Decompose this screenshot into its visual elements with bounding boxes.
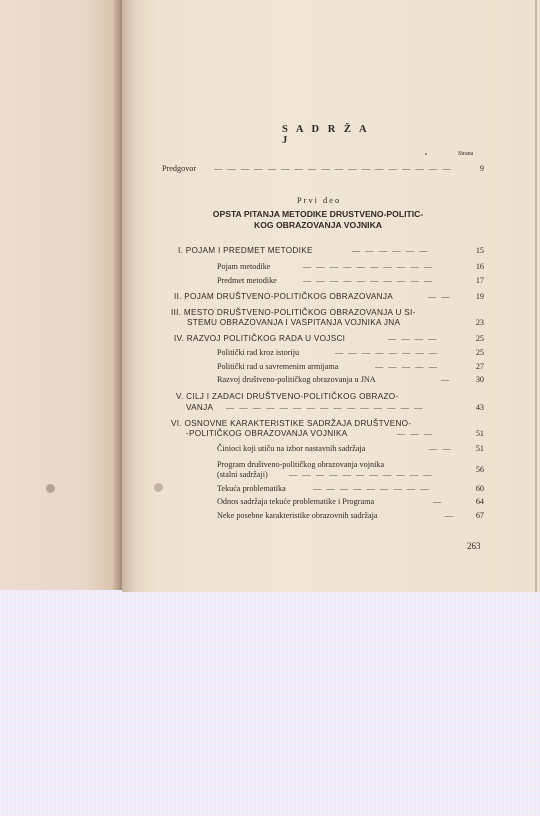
toc-label-line: STEMU OBRAZOVANJA I VASPITANJA VOJNIKA JNA bbox=[187, 318, 401, 327]
punch-hole bbox=[154, 483, 163, 492]
toc-leader: — bbox=[445, 511, 455, 520]
toc-page: 56 bbox=[475, 465, 484, 474]
part-title-line: OPSTA PITANJA METODIKE DRUSTVENO-POLITIC- bbox=[212, 209, 424, 219]
toc-label: Činioci koji utiču na izbor nastavnih sadržaja bbox=[217, 444, 366, 453]
toc-leader: — — — — — — — — — bbox=[313, 484, 431, 493]
toc-label-line: (stalni sadržaji) bbox=[217, 470, 268, 479]
toc-page: 64 bbox=[475, 497, 484, 506]
ink-dot bbox=[425, 153, 427, 155]
toc-leader: — — — — — — — — — — — — — — — — — — bbox=[214, 164, 453, 173]
strana-label: Strana bbox=[458, 151, 474, 157]
toc-page: 25 bbox=[475, 334, 484, 343]
toc-page: 51 bbox=[475, 444, 484, 453]
toc-label-line: -POLITIČKOG OBRAZOVANJA VOJNIKA bbox=[186, 429, 348, 438]
toc-label: Tekuća problematika bbox=[217, 484, 286, 493]
toc-page: 27 bbox=[475, 362, 484, 371]
toc-label: Predgovor bbox=[162, 164, 197, 173]
toc-row-section-6[interactable] bbox=[171, 419, 488, 441]
toc-label: Politički rad kroz istoriju bbox=[217, 348, 300, 357]
toc-label: IV. RAZVOJ POLITIČKOG RADA U VOJSCI bbox=[174, 334, 346, 343]
toc-leader: — — — — — — — — bbox=[335, 348, 439, 357]
toc-page: 23 bbox=[475, 318, 484, 327]
toc-page: 25 bbox=[475, 348, 484, 357]
contents-page bbox=[122, 0, 540, 592]
toc-label-line: V. CILJ I ZADACI DRUŠTVENO-POLITIČKOG OBRAZO- bbox=[176, 392, 399, 401]
page-title: S A D R Ž A J bbox=[282, 124, 369, 146]
toc-label: Odnos sadržaja tekuće problematike i Programa bbox=[217, 497, 375, 506]
toc-page: 51 bbox=[475, 429, 484, 438]
toc-label: Razvoj društveno-političkog obrazovanja u JNA bbox=[217, 375, 376, 384]
toc-leader: — — — — — — — — — — bbox=[303, 262, 434, 271]
toc-leader: — bbox=[441, 375, 451, 384]
toc-page: 19 bbox=[475, 292, 484, 301]
toc-leader: — bbox=[433, 497, 443, 506]
toc-leader: — — — — — — — — — — bbox=[303, 276, 434, 285]
toc-leader: — — bbox=[428, 292, 452, 301]
toc-page: 60 bbox=[475, 484, 484, 493]
part-label: Prvi deo bbox=[297, 196, 342, 205]
toc-leader: — — — — — — — — — — — — — — — bbox=[226, 403, 424, 412]
toc-page: 9 bbox=[479, 164, 484, 173]
toc-label: Neke posebne karakteristike obrazovnih sadržaja bbox=[217, 511, 378, 520]
toc-label: II. POJAM DRUŠTVENO-POLITIČKOG OBRAZOVANJA bbox=[174, 292, 393, 301]
left-page bbox=[0, 0, 122, 592]
toc-page: 15 bbox=[475, 246, 484, 255]
toc-label: Pojam metodike bbox=[217, 262, 271, 271]
page-number: 263 bbox=[467, 541, 481, 551]
scanner-background bbox=[0, 590, 540, 816]
page-edge bbox=[535, 0, 537, 592]
toc-page: 16 bbox=[475, 262, 484, 271]
toc-label: I. POJAM I PREDMET METODIKE bbox=[178, 246, 313, 255]
punch-hole bbox=[46, 484, 55, 493]
toc-leader: — — bbox=[429, 444, 453, 453]
toc-leader: — — — — — — — — — — — bbox=[289, 470, 434, 479]
toc-row-program[interactable] bbox=[217, 460, 488, 482]
toc-leader: — — — — — bbox=[375, 362, 439, 371]
toc-page: 43 bbox=[475, 403, 484, 412]
toc-leader: — — — — — — bbox=[352, 246, 429, 255]
toc-label-line: VANJA bbox=[186, 403, 214, 412]
toc-label-line: Program društveno-političkog obrazovanja vojnika bbox=[217, 460, 385, 469]
toc-label: Politički rad u savremenim armijama bbox=[217, 362, 339, 371]
toc-label: Predmet metodike bbox=[217, 276, 277, 285]
toc-label-line: VI. OSNOVNE KARAKTERISTIKE SADRŽAJA DRUŠTVENO- bbox=[171, 419, 412, 428]
toc-page: 17 bbox=[475, 276, 484, 285]
toc-label-line: III. MESTO DRUŠTVENO-POLITIČKOG OBRAZOVANJA U SI- bbox=[171, 308, 416, 317]
toc-page: 67 bbox=[475, 511, 484, 520]
toc-leader: — — — bbox=[397, 429, 434, 438]
toc-row-section-5[interactable] bbox=[176, 392, 488, 414]
part-title bbox=[192, 209, 444, 231]
toc-leader: — — — — bbox=[388, 334, 439, 343]
toc-row-section-3[interactable] bbox=[171, 308, 488, 330]
part-title-line: KOG OBRAZOVANJA VOJNIKA bbox=[254, 220, 382, 230]
toc-page: 30 bbox=[475, 375, 484, 384]
